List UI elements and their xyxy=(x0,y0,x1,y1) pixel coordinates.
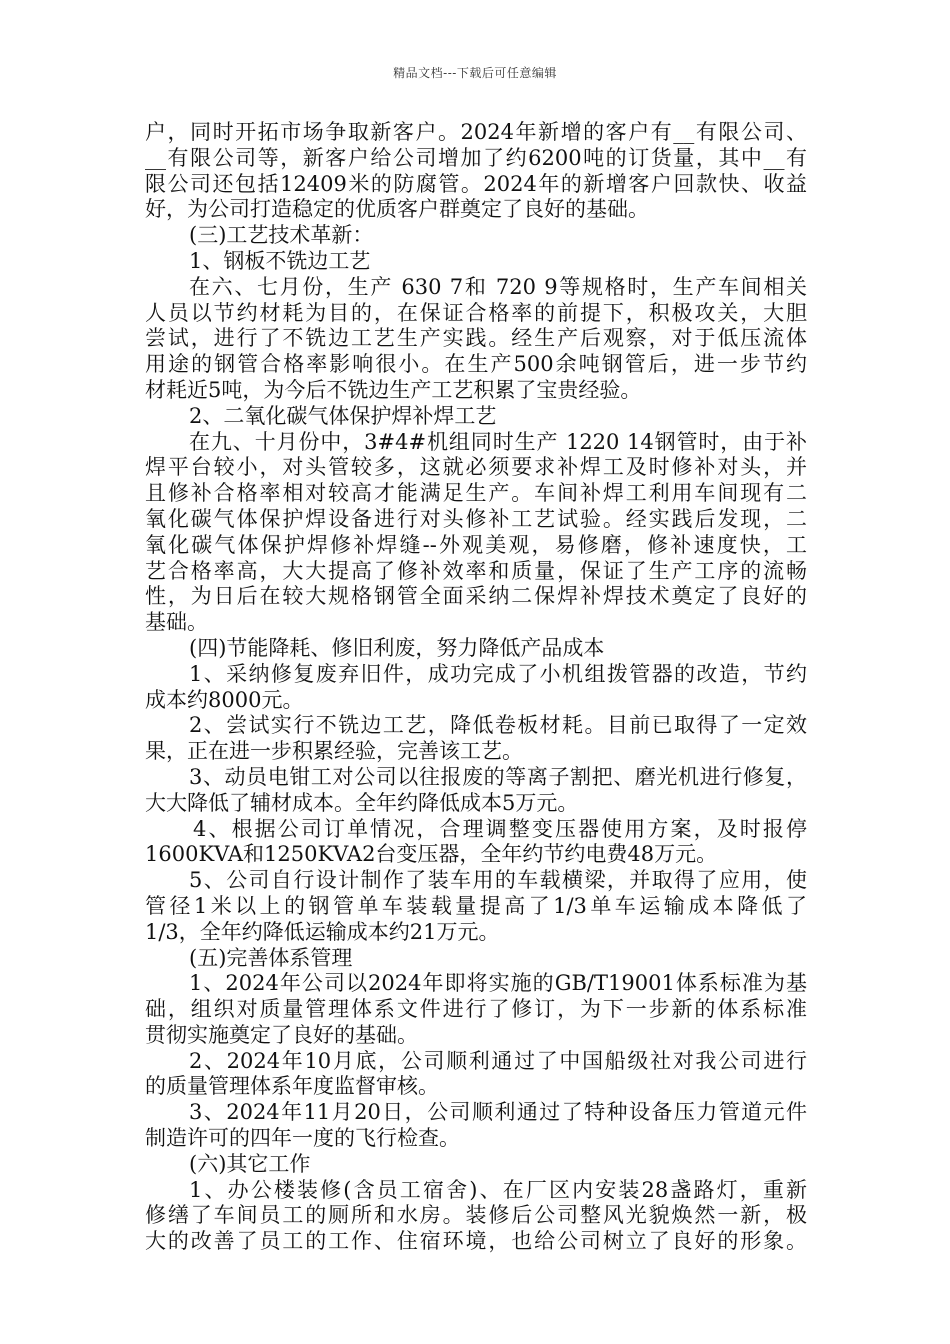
text-line: 制造许可的四年一度的飞行检查。 xyxy=(145,1126,460,1151)
section-heading: (三)工艺技术革新： xyxy=(189,223,374,248)
text-line: __有限公司等，新客户给公司增加了约6200吨的订货量，其中__有 xyxy=(145,145,807,170)
section-heading: (六)其它工作 xyxy=(189,1151,311,1176)
text-line: 且修补合格率相对较高才能满足生产。车间补焊工利用车间现有二 xyxy=(145,481,807,506)
text-line: 1600KVA和1250KVA2台变压器，全年约节约电费48万元。 xyxy=(145,842,718,867)
text-line: 的质量管理体系年度监督审核。 xyxy=(145,1074,439,1099)
text-line: 在六、七月份，生产 630 7和 720 9等规格时，生产车间相关 xyxy=(189,274,807,299)
text-line: 尝试，进行了不铣边工艺生产实践。经生产后观察，对于低压流体 xyxy=(145,326,807,351)
text-line: 1/3，全年约降低运输成本约21万元。 xyxy=(145,919,500,944)
text-line: 焊平台较小，对头管较多，这就必须要求补焊工及时修补对头，并 xyxy=(145,455,807,480)
text-line: 2、2024年10月底，公司顺利通过了中国船级社对我公司进行 xyxy=(189,1048,807,1073)
document-body xyxy=(145,120,807,1255)
text-line: 2、尝试实行不铣边工艺，降低卷板材耗。目前已取得了一定效 xyxy=(189,713,807,738)
text-line: 1、办公楼装修(含员工宿舍)、在厂区内安装28盏路灯，重新 xyxy=(189,1177,807,1202)
text-line: 4、根据公司订单情况，合理调整变压器使用方案，及时报停 xyxy=(193,816,807,841)
text-line: 大大降低了辅材成本。全年约降低成本5万元。 xyxy=(145,790,579,815)
text-line: 基础。 xyxy=(145,610,208,635)
text-line: 5、公司自行设计制作了装车用的车载横梁，并取得了应用，使 xyxy=(189,868,807,893)
page-header: 精品文档---下载后可任意编辑 xyxy=(393,66,557,80)
section-heading: (五)完善体系管理 xyxy=(189,945,353,970)
text-line: 果，正在进一步积累经验，完善该工艺。 xyxy=(145,739,523,764)
text-line: 1、采纳修复废弃旧件，成功完成了小机组拨管器的改造，节约 xyxy=(189,661,807,686)
text-line: 修缮了车间员工的厕所和水房。装修后公司整风光貌焕然一新，极 xyxy=(145,1203,807,1228)
text-line: 性，为日后在较大规格钢管全面采纳二保焊补焊技术奠定了良好的 xyxy=(145,584,807,609)
section-heading: (四)节能降耗、修旧利废，努力降低产品成本 xyxy=(189,635,605,660)
text-line: 氧化碳气体保护焊设备进行对头修补工艺试验。经实践后发现，二 xyxy=(145,506,807,531)
text-line: 础，组织对质量管理体系文件进行了修订，为下一步新的体系标准 xyxy=(145,997,807,1022)
text-line: 用途的钢管合格率影响很小。在生产500余吨钢管后，进一步节约 xyxy=(145,352,807,377)
text-line: 好，为公司打造稳定的优质客户群奠定了良好的基础。 xyxy=(145,197,649,222)
text-line: 大的改善了员工的工作、住宿环境，也给公司树立了良好的形象。 xyxy=(145,1229,807,1254)
text-line: 贯彻实施奠定了良好的基础。 xyxy=(145,1022,418,1047)
text-line: 氧化碳气体保护焊修补焊缝--外观美观，易修磨，修补速度快，工 xyxy=(145,532,807,557)
text-line: 3、动员电钳工对公司以往报废的等离子割把、磨光机进行修复， xyxy=(189,764,807,789)
text-line: 3、2024年11月20日，公司顺利通过了特种设备压力管道元件 xyxy=(189,1100,807,1125)
text-line: 材耗近5吨，为今后不铣边生产工艺积累了宝贵经验。 xyxy=(145,377,642,402)
text-line: 在九、十月份中，3#4#机组同时生产 1220 14钢管时，由于补 xyxy=(189,429,807,454)
subsection-heading: 1、钢板不铣边工艺 xyxy=(189,248,371,273)
text-line: 艺合格率高，大大提高了修补效率和质量，保证了生产工序的流畅 xyxy=(145,558,807,583)
text-line: 管径1米以上的钢管单车装载量提高了1/3单车运输成本降低了 xyxy=(145,893,807,918)
subsection-heading: 2、二氧化碳气体保护焊补焊工艺 xyxy=(189,403,497,428)
text-line: 户，同时开拓市场争取新客户。2024年新增的客户有__有限公司、 xyxy=(145,120,807,144)
text-line: 1、2024年公司以2024年即将实施的GB/T19001体系标准为基 xyxy=(189,971,807,996)
text-line: 成本约8000元。 xyxy=(145,687,304,712)
text-line: 人员以节约材耗为目的，在保证合格率的前提下，积极攻关，大胆 xyxy=(145,300,807,325)
text-line: 限公司还包括12409米的防腐管。2024年的新增客户回款快、收益 xyxy=(145,171,807,196)
